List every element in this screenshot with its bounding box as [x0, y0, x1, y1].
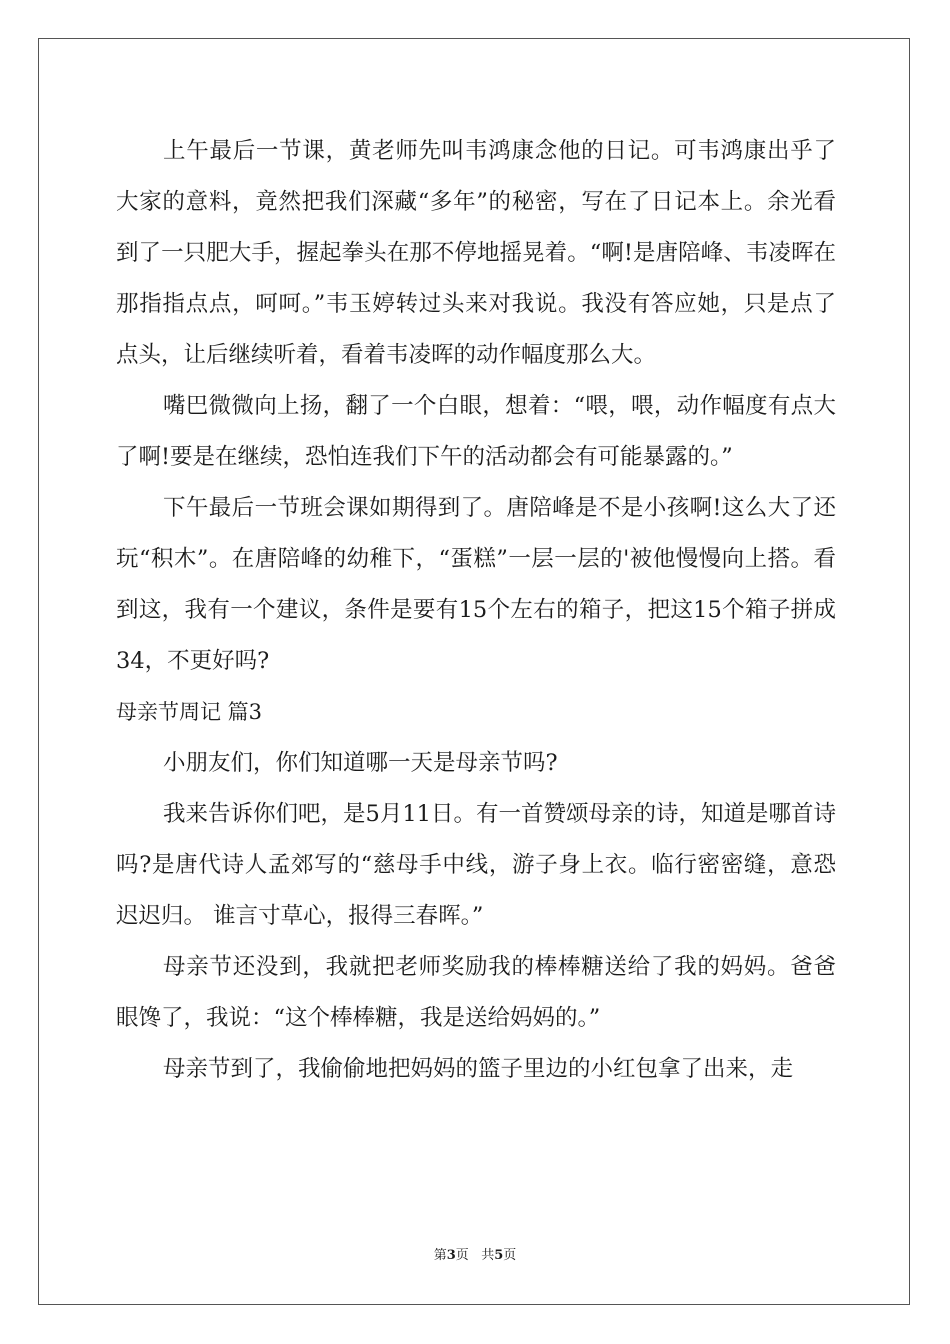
section-paragraph-3: 母亲节还没到，我就把老师奖励我的棒棒糖送给了我的妈妈。爸爸眼馋了，我说：“这个棒棒糖，我是送给妈妈的。”: [116, 954, 836, 1031]
paragraph-1: 上午最后一节课，黄老师先叫韦鸿康念他的日记。可韦鸿康出乎了大家的意料，竟然把我们深藏“多年”的秘密，写在了日记本上。余光看到了一只肥大手，握起拳头在那不停地摇晃着。“啊!是唐陪峰、韦凌晖在那指指点点，呵呵。”韦玉婷转过头来对我说。我没有答应她，只是点了点头，让后继续听着，看着韦凌晖的动作幅度那么大。: [116, 138, 836, 368]
section-heading: 母亲节周记 篇3: [116, 700, 263, 724]
page-suffix: 页: [503, 1248, 517, 1263]
page-total: 5: [494, 1248, 504, 1263]
section-paragraph-2: 我来告诉你们吧，是5月11日。有一首赞颂母亲的诗，知道是哪首诗吗?是唐代诗人孟郊写的“慈母手中线，游子身上衣。临行密密缝，意恐迟迟归。 谁言寸草心，报得三春晖。”: [116, 801, 836, 929]
section-paragraph-1: 小朋友们，你们知道哪一天是母亲节吗?: [163, 750, 558, 776]
paragraph-2: 嘴巴微微向上扬，翻了一个白眼，想着：“喂，喂，动作幅度有点大了啊!要是在继续，恐怕连我们下午的活动都会有可能暴露的。”: [116, 393, 836, 470]
paragraph-3: 下午最后一节班会课如期得到了。唐陪峰是不是小孩啊!这么大了还玩“积木”。在唐陪峰的幼稚下，“蛋糕”一层一层的'被他慢慢向上搭。看到这，我有一个建议，条件是要有15个左右的箱子，把这15个箱子拼成34，不更好吗?: [116, 495, 836, 674]
page-current: 3: [446, 1248, 456, 1263]
section-paragraph-4: 母亲节到了，我偷偷地把妈妈的篮子里边的小红包拿了出来，走: [163, 1056, 794, 1082]
document-body: [116, 126, 836, 1095]
page-footer: [0, 1244, 950, 1263]
page-mid: 页 共: [455, 1248, 495, 1263]
page-prefix: 第: [433, 1248, 447, 1263]
